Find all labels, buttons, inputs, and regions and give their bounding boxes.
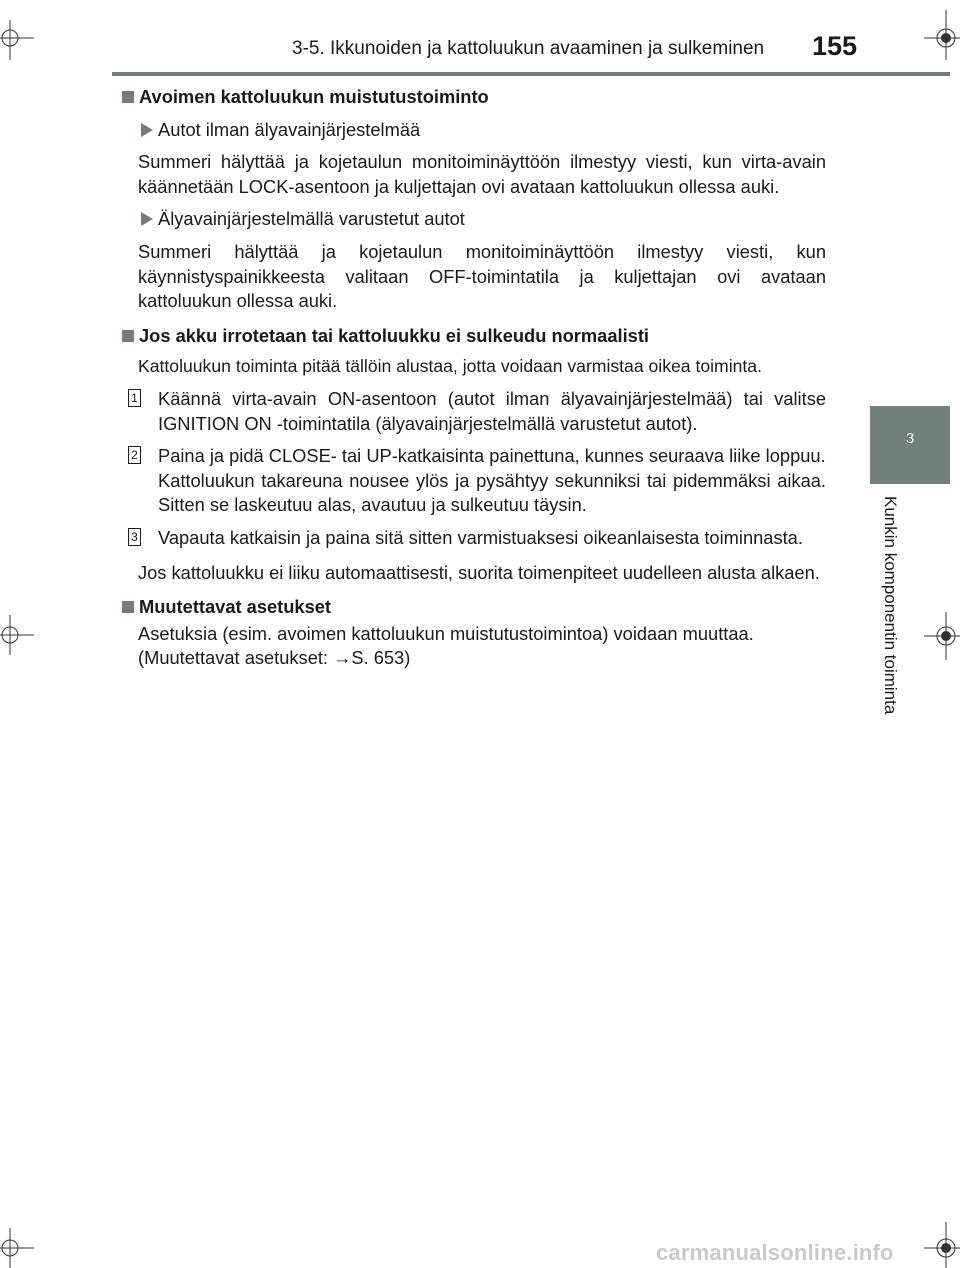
paragraph: Kattoluukun toiminta pitää tällöin alustaa, jotta voidaan varmistaa oikea toiminta. <box>138 356 762 377</box>
page-content <box>116 85 826 678</box>
step-text: Paina ja pidä CLOSE- tai UP-katkaisinta painettuna, kunnes seuraava liike loppuu. <box>158 445 826 467</box>
numbered-step <box>128 526 826 551</box>
numbered-step <box>128 387 826 436</box>
paragraph: Summeri hälyttää ja kojetaulun monitoiminäyttöön ilmestyy viesti, kun virta-avain käännetään LOCK-asentoon ja kuljettajan ovi avataan kattoluukun ollessa auki. <box>138 151 826 197</box>
subheading-text: Älyavainjärjestelmällä varustetut autot <box>158 208 465 230</box>
square-bullet-icon <box>122 601 134 613</box>
step-text: Käännä virta-avain ON-asentoon (autot ilman älyavainjärjestelmää) tai valitse IGNITION ON -toimintatila (älyavainjärjestelmällä varustetut autot). <box>158 387 826 434</box>
paragraph: Summeri hälyttää ja kojetaulun monitoiminäyttöön ilmestyy viesti, kun käynnistyspainikkeesta valitaan OFF-toimintatila ja kuljettajan ovi avataan kattoluukun ollessa auki. <box>138 240 826 312</box>
heading-text: Muutettavat asetukset <box>139 596 332 618</box>
numbered-step <box>128 444 826 518</box>
square-bullet-icon <box>122 91 134 103</box>
paragraph: Jos kattoluukku ei liiku automaattisesti, suorita toimenpiteet uudelleen alusta alkaen. <box>138 561 820 583</box>
crop-mark-bottom-left <box>0 1228 34 1268</box>
step-number-box: 2 <box>128 446 141 464</box>
subheading <box>138 118 826 143</box>
step-number-box: 3 <box>128 528 141 546</box>
subheading <box>138 207 826 232</box>
crop-mark-top-right <box>924 10 960 60</box>
heading-text: Jos akku irrotetaan tai kattoluukku ei sulkeudu normaalisti <box>139 324 649 346</box>
section-heading <box>116 85 826 110</box>
crop-mark-top-left <box>0 20 34 60</box>
step-text-detail: Kattoluukun takareuna nousee ylös ja pysähtyy sekunniksi tai pidemmäksi aikaa. Sitten se laskeutuu alas, avautuu ja sulkeutuu täysin. <box>158 469 826 516</box>
chapter-label: Kunkin komponentin toiminta <box>881 496 900 715</box>
paragraph: Asetuksia (esim. avoimen kattoluukun muistutustoimintoa) voidaan muuttaa. <box>138 622 754 644</box>
heading-text: Avoimen kattoluukun muistutustoiminto <box>139 86 489 107</box>
page-number: 155 <box>812 31 858 61</box>
square-bullet-icon <box>122 330 134 342</box>
cross-reference: (Muutettavat asetukset: →S. 653) <box>138 647 411 669</box>
header-rule <box>112 72 950 76</box>
crop-mark-mid-left <box>0 615 34 655</box>
chapter-number: 3 <box>905 430 915 447</box>
triangle-bullet-icon <box>141 212 153 226</box>
step-text: Vapauta katkaisin ja paina sitä sitten varmistuaksesi oikeanlaisesta toiminnasta. <box>158 526 803 548</box>
section-heading <box>116 324 826 349</box>
crop-mark-mid-right <box>924 612 960 660</box>
step-number-box: 1 <box>128 389 141 407</box>
watermark: carmanualsonline.info <box>656 1240 894 1265</box>
triangle-bullet-icon <box>141 123 153 137</box>
section-heading <box>116 595 826 620</box>
subheading-text: Autot ilman älyavainjärjestelmää <box>158 118 421 140</box>
section-title: 3-5. Ikkunoiden ja kattoluukun avaaminen ja sulkeminen <box>292 38 765 59</box>
chapter-tab <box>870 406 950 484</box>
